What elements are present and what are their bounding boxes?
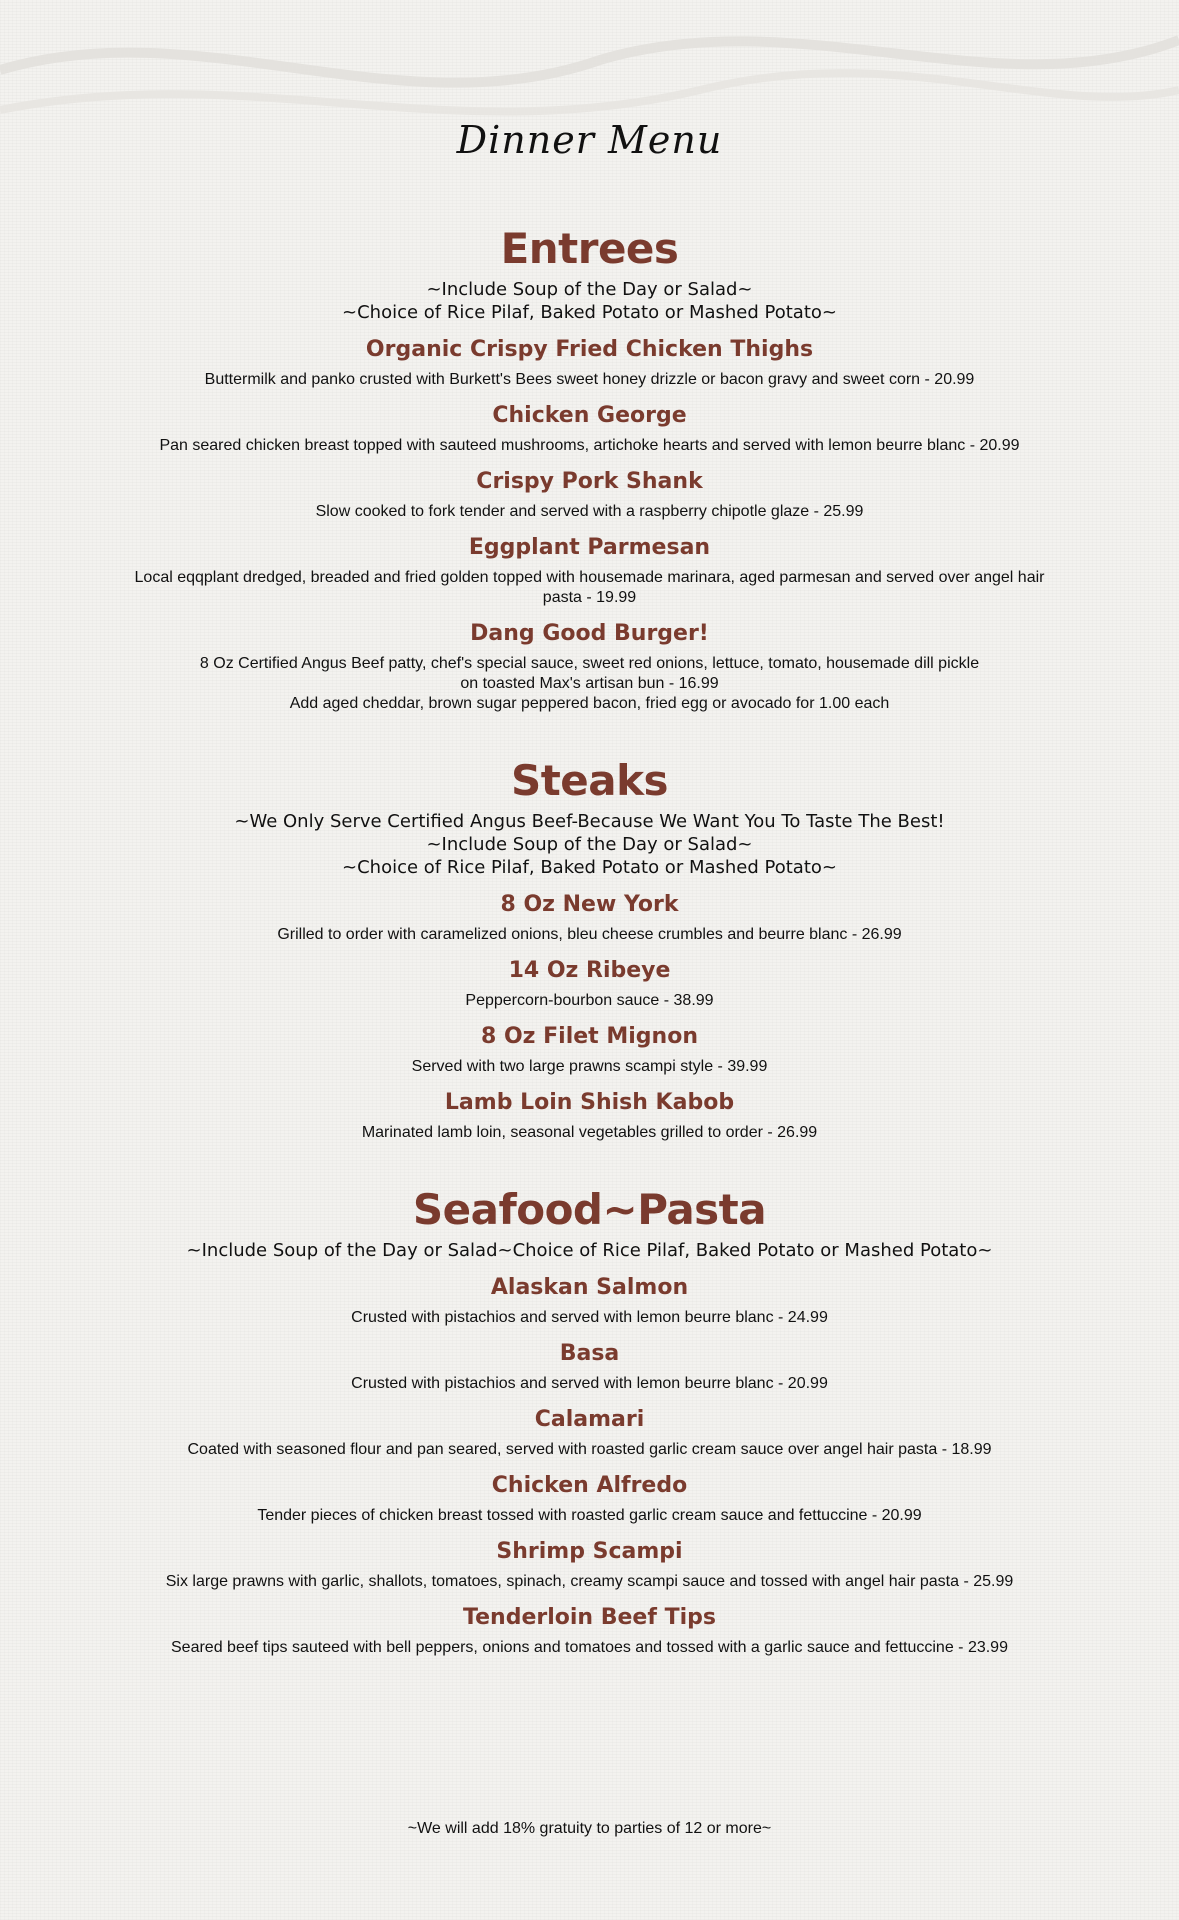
description-line: Buttermilk and panko crusted with Burkett's Bees sweet honey drizzle or bacon gravy and sweet corn - 20.99 (204, 371, 975, 388)
menu-item-name: Eggplant Parmesan (468, 535, 711, 560)
menu-item-description (0, 568, 1179, 608)
description-line: Peppercorn-bourbon sauce - 38.99 (465, 992, 714, 1009)
section-note: ~We Only Serve Certified Angus Beef-Because We Want You To Taste The Best! (234, 811, 945, 832)
menu-item-name: Chicken Alfredo (491, 1473, 688, 1498)
description-line: Crusted with pistachios and served with lemon beurre blanc - 20.99 (351, 1375, 828, 1392)
menu-item-name: 14 Oz Ribeye (508, 958, 671, 983)
description-line: pasta - 19.99 (542, 589, 637, 606)
menu-item-name: Organic Crispy Fried Chicken Thighs (365, 337, 814, 362)
description-line: Seared beef tips sauteed with bell peppers, onions and tomatoes and tossed with a garlic sauce and fettuccine - 23.99 (171, 1639, 1008, 1656)
menu-item-description (0, 1572, 1179, 1592)
description-line: Local eqqplant dredged, breaded and fried golden topped with housemade marinara, aged parmesan and served over angel hair (134, 569, 1045, 586)
section-note: ~Choice of Rice Pilaf, Baked Potato or Mashed Potato~ (342, 302, 837, 323)
menu-item-description (0, 1374, 1179, 1394)
menu-item-description (0, 991, 1179, 1011)
description-line: Served with two large prawns scampi style - 39.99 (411, 1058, 768, 1075)
menu-item-name: Dang Good Burger! (470, 621, 709, 646)
menu-item-name: Lamb Loin Shish Kabob (444, 1090, 735, 1115)
section-entrees (0, 224, 1179, 714)
section-steaks (0, 756, 1179, 1143)
menu-item-description (0, 1308, 1179, 1328)
menu-item-name: Alaskan Salmon (490, 1275, 689, 1300)
menu-item-name: Shrimp Scampi (496, 1539, 683, 1564)
description-line: Grilled to order with caramelized onions, bleu cheese crumbles and beurre blanc - 26.99 (277, 926, 902, 943)
menu-item-name: Calamari (534, 1407, 645, 1432)
description-line: Slow cooked to fork tender and served with a raspberry chipotle glaze - 25.99 (315, 503, 864, 520)
menu-item-name: Basa (559, 1341, 620, 1366)
description-line: Crusted with pistachios and served with lemon beurre blanc - 24.99 (351, 1309, 828, 1326)
description-line: Marinated lamb loin, seasonal vegetables grilled to order - 26.99 (361, 1124, 818, 1141)
section-note: ~Include Soup of the Day or Salad~Choice of Rice Pilaf, Baked Potato or Mashed Potato~ (186, 1240, 993, 1261)
section-note: ~Include Soup of the Day or Salad~ (426, 834, 753, 855)
menu-item-description (0, 1638, 1179, 1658)
menu-item-description (0, 370, 1179, 390)
menu-item-name: Chicken George (492, 403, 687, 428)
menu-item-name: 8 Oz New York (500, 892, 679, 917)
section-note: ~Choice of Rice Pilaf, Baked Potato or Mashed Potato~ (342, 857, 837, 878)
description-line: Tender pieces of chicken breast tossed with roasted garlic cream sauce and fettuccine - 20.99 (257, 1507, 922, 1524)
description-line: on toasted Max's artisan bun - 16.99 (460, 675, 719, 692)
section-title: Entrees (500, 224, 679, 273)
menu-title: Dinner Menu (456, 118, 723, 162)
menu-item-name: Crispy Pork Shank (476, 469, 703, 494)
menu-item-description (0, 925, 1179, 945)
menu-item-description (0, 1440, 1179, 1460)
menu-item-name: Tenderloin Beef Tips (463, 1605, 716, 1630)
menu-item-description (0, 502, 1179, 522)
menu-item-description (0, 1057, 1179, 1077)
menu-item-description (0, 436, 1179, 456)
gratuity-note: ~We will add 18% gratuity to parties of 12 or more~ (407, 1820, 772, 1837)
description-line: Pan seared chicken breast topped with sauteed mushrooms, artichoke hearts and served with lemon beurre blanc - 20.99 (159, 437, 1020, 454)
section-title: Steaks (510, 756, 669, 805)
menu-item-name: 8 Oz Filet Mignon (481, 1024, 698, 1049)
menu-item-description (0, 654, 1179, 714)
section-note: ~Include Soup of the Day or Salad~ (426, 279, 753, 300)
section-seafood-pasta (0, 1185, 1179, 1658)
menu-item-description (0, 1123, 1179, 1143)
section-title: Seafood~Pasta (412, 1185, 767, 1234)
description-line: 8 Oz Certified Angus Beef patty, chef's special sauce, sweet red onions, lettuce, tomato, housemade dill pickle (199, 655, 980, 672)
description-line: Coated with seasoned flour and pan seared, served with roasted garlic cream sauce over angel hair pasta - 18.99 (187, 1441, 992, 1458)
description-line: Add aged cheddar, brown sugar peppered bacon, fried egg or avocado for 1.00 each (289, 695, 890, 712)
menu-item-description (0, 1506, 1179, 1526)
description-line: Six large prawns with garlic, shallots, tomatoes, spinach, creamy scampi sauce and tossed with angel hair pasta - 25.99 (165, 1573, 1014, 1590)
